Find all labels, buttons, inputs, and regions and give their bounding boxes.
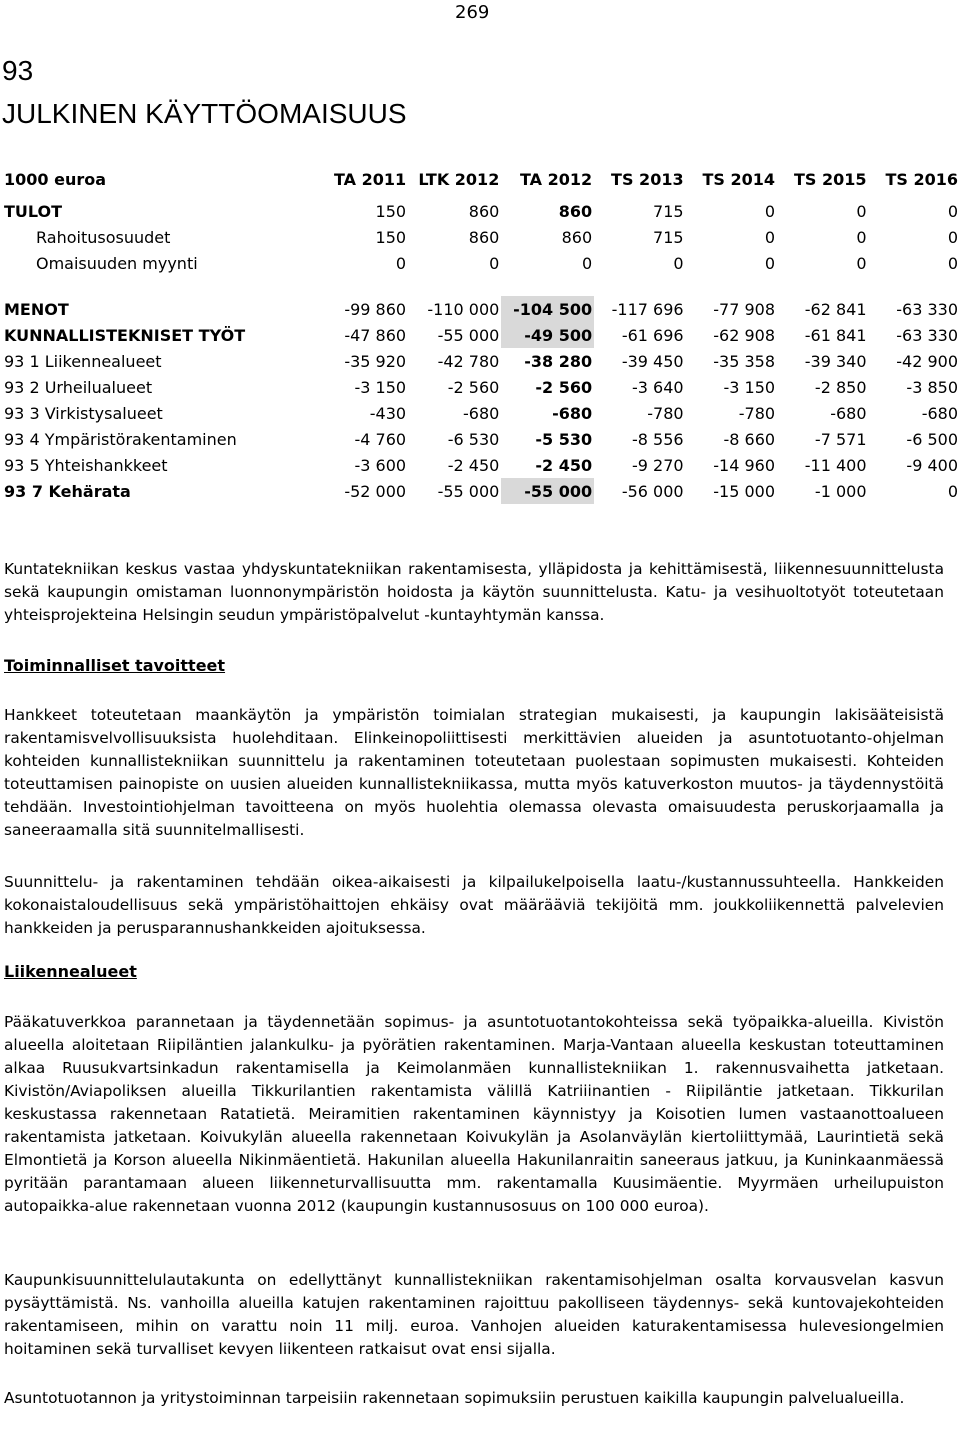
table-row (0, 400, 960, 426)
table-cell: -11 400 (804, 455, 867, 475)
table-cell: -52 000 (344, 481, 407, 501)
table-cell: -42 780 (437, 351, 500, 371)
table-cell: -680 (463, 403, 500, 423)
traffic-heading: Liikennealueet (4, 962, 137, 981)
budget-table-body (0, 198, 960, 504)
table-cell: -62 908 (713, 325, 776, 345)
table-row (0, 452, 960, 478)
table-cell: 150 (375, 227, 407, 247)
table-cell: -47 860 (344, 325, 407, 345)
goals-paragraph-1: Hankkeet toteutetaan maankäytön ja ympäristön toimialan strategian mukaisesti, ja kaupungin lakisääteisistä rakentamisvelvollisuuksista huolehditaan. Elinkeinopoliittisesti merkittävien alueiden ja asuntotuotanto-ohjelman kohteiden kunnallistekniikan suunnittelu ja rakentaminen toteutetaan puolestaan sopimusten mukaisesti. Kohteiden toteuttamisen painopiste on uusien alueiden kunnallistekniikassa, mutta myös katuverkoston muutos- ja täydennystöitä tehdään. Investointiohjelman tavoitteena on myös huolehtia olemassa olevasta omaisuudesta peruskorjaamalla ja saneeraamalla sitä suunnitelmallisesti. (4, 706, 944, 839)
table-cell: -15 000 (713, 481, 776, 501)
table-cell: 0 (947, 481, 958, 501)
row-label: KUNNALLISTEKNISET TYÖT (4, 325, 246, 345)
table-row (0, 322, 960, 348)
table-cell: 715 (653, 201, 684, 221)
table-cell: 0 (856, 201, 867, 221)
row-label: 93 2 Urheilualueet (4, 377, 153, 397)
table-cell: -8 556 (632, 429, 684, 449)
table-cell: -56 000 (621, 481, 684, 501)
table-cell: 0 (947, 227, 958, 247)
table-row (0, 296, 960, 322)
row-label: TULOT (4, 201, 63, 221)
table-cell: -38 280 (524, 351, 593, 371)
table-cell: -430 (369, 403, 407, 423)
table-cell: -39 450 (621, 351, 684, 371)
table-row (0, 426, 960, 452)
table-cell: -680 (552, 403, 593, 423)
table-cell: -61 696 (621, 325, 684, 345)
table-cell: -104 500 (501, 296, 594, 322)
table-cell: 0 (856, 253, 867, 273)
traffic-paragraph-3: Asuntotuotannon ja yritystoiminnan tarpeisiin rakennetaan sopimuksiin perustuen kaikilla kaupungin palvelualueilla. (4, 1389, 905, 1407)
table-row (0, 374, 960, 400)
chapter-title: JULKINEN KÄYTTÖOMAISUUS (2, 98, 407, 129)
row-label: 93 3 Virkistysalueet (4, 403, 163, 423)
budget-table (0, 160, 960, 504)
table-cell: 0 (581, 253, 593, 273)
table-cell: 860 (468, 201, 500, 221)
table-cell: -49 500 (501, 322, 594, 348)
table-cell: -1 000 (814, 481, 867, 501)
goals-heading: Toiminnalliset tavoitteet (4, 656, 226, 675)
table-cell: -55 000 (501, 478, 594, 504)
table-cell: 0 (764, 253, 776, 273)
table-cell: -117 696 (611, 299, 684, 319)
table-cell: -35 358 (713, 351, 776, 371)
table-cell: -61 841 (804, 325, 867, 345)
row-label: 93 7 Kehärata (4, 481, 131, 501)
table-cell: -9 270 (632, 455, 684, 475)
table-row (0, 198, 960, 224)
table-cell: 0 (764, 227, 776, 247)
table-row (0, 348, 960, 374)
table-cell: -63 330 (896, 299, 958, 319)
table-cell: -6 530 (447, 429, 500, 449)
column-header-unit: 1000 euroa (4, 169, 107, 189)
column-header-ts2015: TS 2015 (793, 169, 867, 189)
table-spacer-row (0, 276, 960, 296)
table-cell: -2 450 (535, 455, 593, 475)
row-label: 93 4 Ympäristörakentaminen (4, 429, 237, 449)
table-cell: -2 560 (447, 377, 500, 397)
table-cell: -2 450 (447, 455, 500, 475)
table-cell: -42 900 (896, 351, 958, 371)
table-cell: 0 (764, 201, 776, 221)
column-header-ltk2012: LTK 2012 (418, 169, 500, 189)
table-cell: -63 330 (896, 325, 958, 345)
table-cell: 150 (375, 201, 407, 221)
table-cell: -9 400 (906, 455, 958, 475)
column-header-ts2016: TS 2016 (885, 169, 958, 189)
row-label: Rahoitusosuudet (36, 227, 171, 247)
traffic-paragraph-2: Kaupunkisuunnittelulautakunta on edellyttänyt kunnallistekniikan rakentamisohjelman osalta korvausvelan kasvun pysäyttämistä. Ns. vanhoilla alueilla katujen rakentaminen rajoittuu pakolliseen täydennys- sekä kuntovajekohteiden rakentamiseen, mihin on varattu noin 11 milj. euroa. Vanhojen alueiden katurakentamisessa hulevesiongelmien hoitaminen sekä turvalliset kevyen liikenteen ratkaisut ovat ensi sijalla. (4, 1271, 944, 1358)
table-row (0, 224, 960, 250)
table-cell: -3 850 (906, 377, 958, 397)
goals-paragraph-2: Suunnittelu- ja rakentaminen tehdään oikea-aikaisesti ja kilpailukelpoisella laatu-/kustannussuhteella. Hankkeiden kokonaistaloudellisuus sekä ympäristöhaittojen ehkäisy ovat määrääviä tekijöitä mm. joukkoliikennettä palvelevien hankkeiden ja perusparannushankkeiden ajoituksessa. (4, 873, 944, 937)
table-cell: -14 960 (713, 455, 776, 475)
table-cell: -55 000 (437, 481, 500, 501)
table-cell: 860 (468, 227, 500, 247)
table-header-row (0, 160, 960, 198)
column-header-ta2012: TA 2012 (519, 169, 593, 189)
traffic-paragraph-1: Pääkatuverkkoa parannetaan ja täydennetään sopimus- ja asuntotuotantokohteissa sekä työpaikka-alueilla. Kivistön alueella aloitetaan Riipiläntien jalankulku- ja pyörätien rakentaminen. Marja-Vantaan alueella keskustan toteuttaminen alkaa Ruusukvartsinkadun rakentamisella ja Keimolanmäen kunnallistekniikan 1. rakennusvaihetta jatketaan. Kivistön/Aviapoliksen alueilla Tikkurilantien rakentamista välillä Katriiinantien - Riipiläntie jatketaan. Tikkurilan keskustassa rakennetaan Ratatietä. Meiramitien rakentaminen käynnistyy ja Koisotien lumen vastaanottoalueen rakentamista jatketaan. Koivukylän alueella rakennetaan Koivukylän ja Asolanväylän kiertoliittymää, Laurintietä sekä Elmontietä ja Korson alueella Nikinmäentietä. Hakunilan alueella Hakunilanraitin saneeraus jatkuu, ja Kuninkaanmäessä pyritään parantamaan alueen liikenneturvallisuutta mm. rakentamalla Kuusimäentie. Myyrmäen urheilupuiston autopaikka-alue rakennetaan vuonna 2012 (kaupungin kustannusosuus on 100 000 euroa). (4, 1013, 944, 1215)
table-cell: -110 000 (427, 299, 500, 319)
page-number: 269 (455, 2, 490, 23)
table-cell: -4 760 (354, 429, 407, 449)
table-cell: 0 (947, 201, 958, 221)
table-cell: -55 000 (437, 325, 500, 345)
table-cell: 860 (558, 201, 593, 221)
row-label: MENOT (4, 299, 69, 319)
table-cell: -3 150 (723, 377, 776, 397)
table-cell: -39 340 (804, 351, 867, 371)
table-cell: -3 640 (632, 377, 684, 397)
table-cell: -680 (921, 403, 958, 423)
table-cell: 0 (395, 253, 407, 273)
column-header-ts2013: TS 2013 (611, 169, 684, 189)
table-cell: 0 (673, 253, 684, 273)
intro-paragraph: Kuntatekniikan keskus vastaa yhdyskuntatekniikan rakentamisesta, ylläpidosta ja kehittämisestä, liikennesuunnittelusta sekä kaupungin omistaman luonnonympäristön hoidosta ja käytön suunnittelusta. Katu- ja vesihuoltotyöt toteutetaan yhteisprojekteina Helsingin seudun ympäristöpalvelut -kuntayhtymän kanssa. (4, 560, 944, 624)
table-cell: -99 860 (344, 299, 407, 319)
row-label: 93 5 Yhteishankkeet (4, 455, 168, 475)
table-cell: -7 571 (814, 429, 867, 449)
table-row (0, 478, 960, 504)
table-cell: -62 841 (804, 299, 867, 319)
table-cell: -5 530 (535, 429, 593, 449)
row-label: 93 1 Liikennealueet (4, 351, 162, 371)
table-cell: -3 150 (354, 377, 407, 397)
table-cell: -2 560 (535, 377, 593, 397)
table-cell: 715 (653, 227, 684, 247)
table-cell: -680 (830, 403, 867, 423)
table-cell: 860 (561, 227, 593, 247)
chapter-number: 93 (2, 55, 34, 86)
table-cell: -780 (738, 403, 776, 423)
column-header-ta2011: TA 2011 (333, 169, 407, 189)
table-cell: 0 (856, 227, 867, 247)
spacer-cell (0, 276, 960, 296)
table-cell: -77 908 (713, 299, 776, 319)
table-cell: -6 500 (906, 429, 958, 449)
table-cell: 0 (947, 253, 958, 273)
table-row (0, 250, 960, 276)
table-cell: 0 (489, 253, 500, 273)
column-header-ts2014: TS 2014 (702, 169, 776, 189)
table-cell: -8 660 (723, 429, 776, 449)
table-cell: -3 600 (354, 455, 407, 475)
table-cell: -780 (647, 403, 684, 423)
row-label: Omaisuuden myynti (36, 253, 198, 273)
table-cell: -2 850 (814, 377, 867, 397)
table-cell: -35 920 (344, 351, 407, 371)
